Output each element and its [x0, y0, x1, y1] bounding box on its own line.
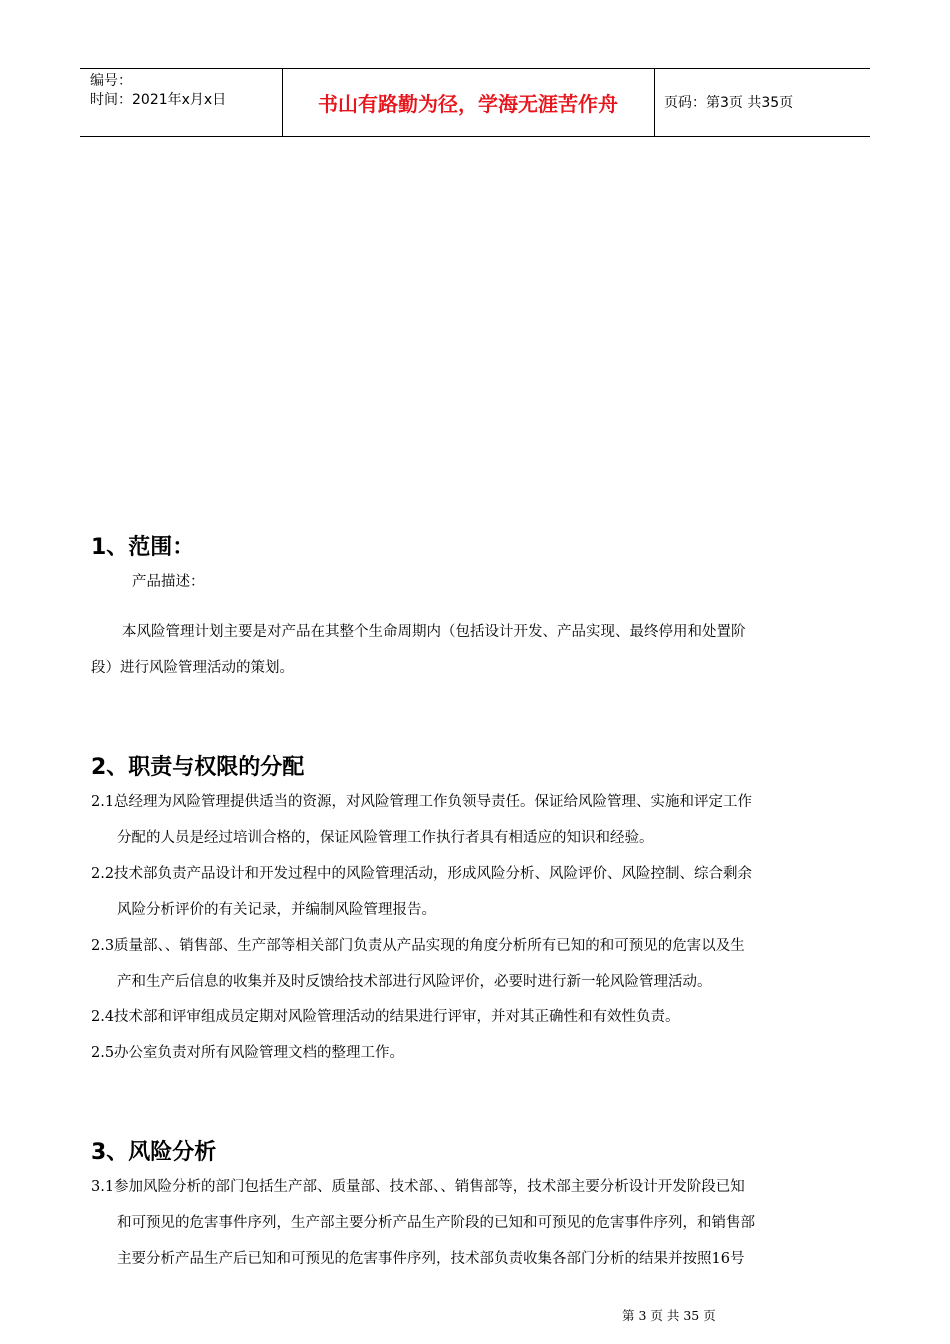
item-2-1-line-2: 分配的人员是经过培训合格的，保证风险管理工作执行者具有相适应的知识和经验。	[117, 830, 654, 846]
item-2-2-line-1: 2.2技术部负责产品设计和开发过程中的风险管理活动，形成风险分析、风险评价、风险控制、综合剩余	[91, 866, 753, 882]
header-time-label: 时间：2021年x月x日	[90, 92, 227, 108]
section-1-paragraph-line-2: 段）进行风险管理活动的策划。	[91, 660, 294, 676]
header-page-label: 页码：第3页 共35页	[664, 95, 794, 111]
header-bottom-border	[80, 136, 870, 137]
item-2-2-line-2: 风险分析评价的有关记录，并编制风险管理报告。	[117, 902, 436, 918]
item-3-1-line-3: 主要分析产品生产后已知和可预见的危害事件序列，技术部负责收集各部门分析的结果并按照16号	[117, 1251, 745, 1267]
item-2-5-line-1: 2.5办公室负责对所有风险管理文档的整理工作。	[91, 1045, 405, 1061]
product-description-label: 产品描述：	[132, 574, 205, 590]
section-1-paragraph-line-1: 本风险管理计划主要是对产品在其整个生命周期内（包括设计开发、产品实现、最终停用和处置阶	[122, 624, 746, 640]
section-1-title: 1、范围：	[91, 535, 195, 560]
footer-page-number: 第 3 页 共 35 页	[622, 1308, 716, 1323]
item-2-3-line-1: 2.3质量部、、销售部、生产部等相关部门负责从产品实现的角度分析所有已知的和可预见的危害以及生	[91, 938, 745, 954]
item-2-4-line-1: 2.4技术部和评审组成员定期对风险管理活动的结果进行评审，并对其正确性和有效性负责。	[91, 1009, 680, 1025]
item-2-1-line-1: 2.1总经理为风险管理提供适当的资源，对风险管理工作负领导责任。保证给风险管理、实施和评定工作	[91, 794, 753, 810]
section-3-title: 3、风险分析	[91, 1140, 217, 1165]
header-motto: 书山有路勤为径，学海无涯苦作舟	[318, 91, 618, 116]
item-2-3-line-2: 产和生产后信息的收集并及时反馈给技术部进行风险评价，必要时进行新一轮风险管理活动。	[117, 974, 712, 990]
item-3-1-line-2: 和可预见的危害事件序列，生产部主要分析产品生产阶段的已知和可预见的危害事件序列，和销售部	[117, 1215, 755, 1231]
section-2-title: 2、职责与权限的分配	[91, 755, 305, 780]
header-number-label: 编号：	[90, 73, 132, 89]
item-3-1-line-1: 3.1参加风险分析的部门包括生产部、质量部、技术部、、销售部等，技术部主要分析设计开发阶段已知	[91, 1179, 745, 1195]
header-divider-right	[654, 68, 655, 136]
